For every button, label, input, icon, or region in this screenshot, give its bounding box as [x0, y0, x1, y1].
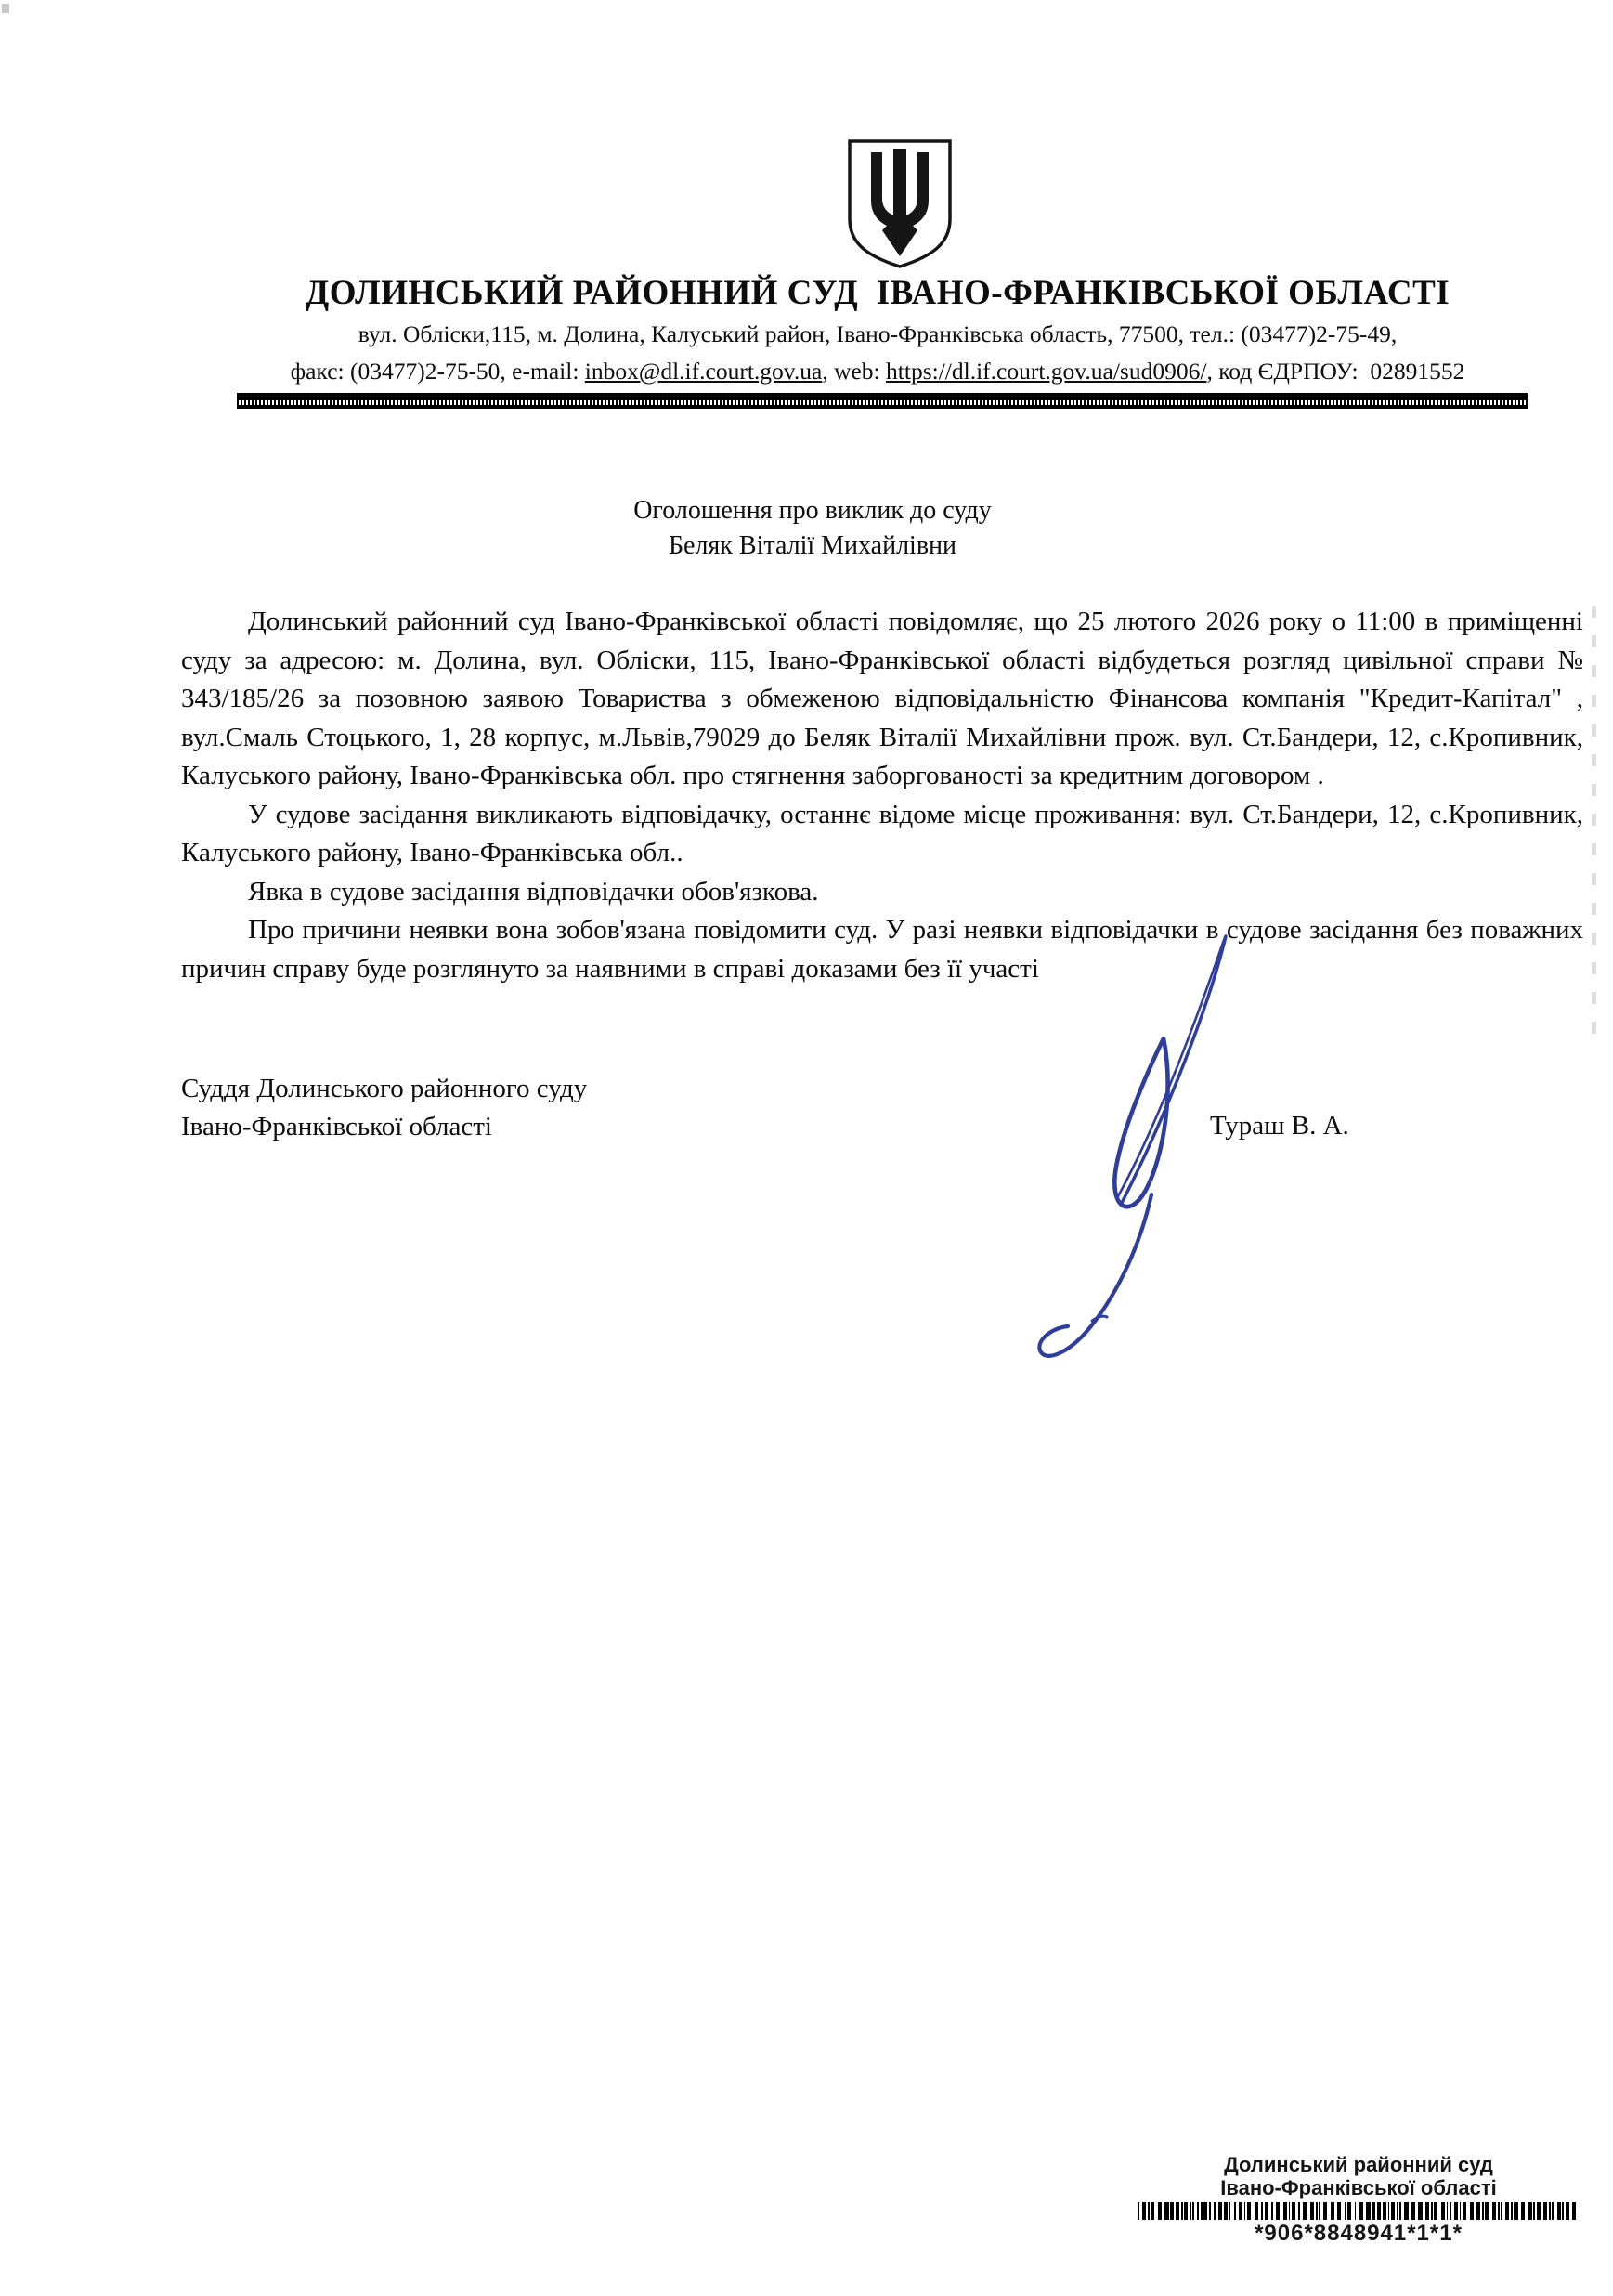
ukraine-trident-emblem-icon [843, 137, 956, 269]
contacts-suffix: , код ЄДРПОУ: 02891552 [1206, 358, 1465, 385]
stamp-court-line1: Долинський районний суд [1224, 2153, 1493, 2176]
registration-stamp [1138, 2153, 1580, 2246]
contacts-prefix: факс: (03477)2-75-50, e-mail: [290, 358, 585, 385]
barcode [1138, 2202, 1580, 2220]
stamp-court-line2: Івано-Франківської області [1220, 2176, 1497, 2199]
court-contacts-line [149, 358, 1606, 385]
body-paragraph: Долинський районний суд Івано-Франківської області повідомляє, що 25 лютого 2026 року о 11:00 в приміщенні суду за адресою: м. Долина, вул. Обліски, 115, Івано-Франківської області відбудеться розгляд цивільної справи № 343/185/26 за позовною заявою Товариства з обмеженою відповідальністю Фінансова компанія "Кредит-Капітал" , вул.Смаль Стоцького, 1, 28 корпус, м.Львів,79029 до Беляк Віталії Михайлівни прож. вул. Ст.Бандери, 12, с.Кропивник, Калуського району, Івано-Франківська обл. про стягнення заборгованості за кредитним договором . [181, 607, 1583, 790]
scan-artifact [2, 4, 9, 13]
court-name-heading: ДОЛИНСЬКИЙ РАЙОННИЙ СУД ІВАНО-ФРАНКІВСЬКОЇ ОБЛАСТІ [305, 274, 1450, 312]
letterhead-separator-rule [237, 393, 1528, 409]
signature-block [181, 1070, 1583, 1146]
body-paragraph: У судове засідання викликають відповідачку, останнє відоме місце проживання: вул. Ст.Бандери, 12, с.Кропивник, Калуського району, Івано-Франківська обл.. [181, 799, 1583, 868]
email-text: inbox@dl.if.court.gov.ua [584, 358, 823, 385]
body-text [181, 603, 1583, 988]
body-paragraph: Про причини неявки вона зобов'язана повідомити суд. У разі неявки відповідачки в судове засідання без поважних причин справу буде розглянуто за наявними в справі доказами без її участі [181, 915, 1583, 984]
document-title-line2: Беляк Віталії Михайлівни [668, 531, 957, 560]
document-title [181, 493, 1444, 564]
body-paragraph: Явка в судове засідання відповідачки обов'язкова. [248, 876, 819, 907]
judge-title-line2: Івано-Франківської області [181, 1112, 492, 1141]
judge-title-line1: Суддя Долинського районного суду [181, 1074, 588, 1103]
judge-name: Тураш В. А. [1210, 1111, 1349, 1141]
barcode-text: *906*8848941*1*1* [1255, 2221, 1463, 2246]
document-title-line1: Оголошення про виклик до суду [633, 496, 992, 525]
web-url-text: https://dl.if.court.gov.ua/sud0906/ [886, 358, 1207, 385]
court-address-line: вул. Обліски,115, м. Долина, Калуський район, Івано-Франківська область, 77500, тел.: (03477)2-75-49, [358, 320, 1398, 347]
contacts-middle: , web: [822, 358, 887, 385]
handwritten-signature [1003, 918, 1263, 1382]
scan-artifact [1592, 606, 1596, 1042]
